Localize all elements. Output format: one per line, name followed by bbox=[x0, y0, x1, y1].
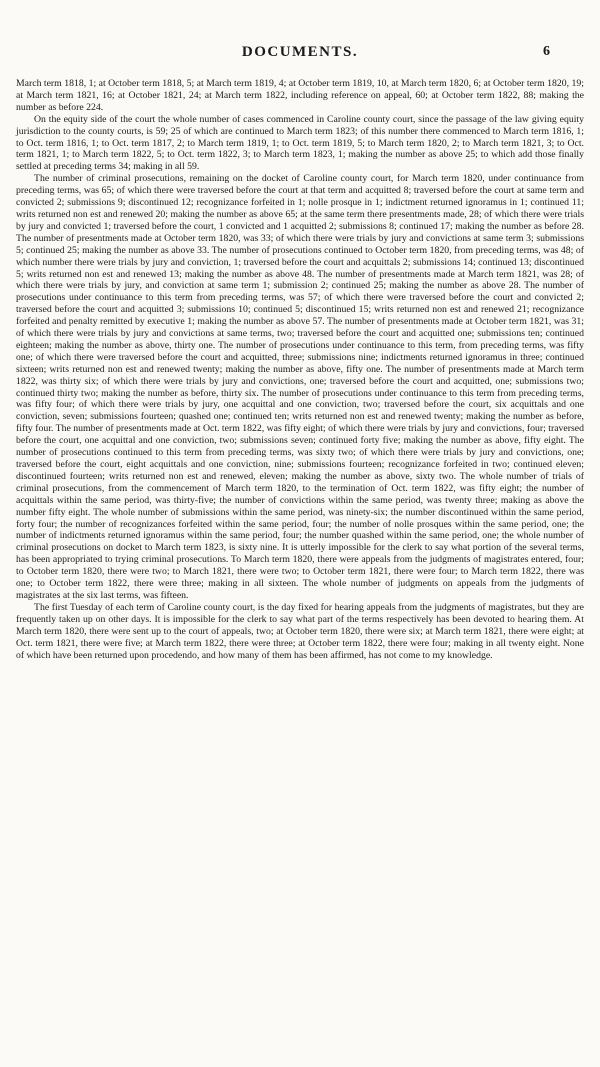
page-header bbox=[0, 44, 600, 64]
paragraph-2: On the equity side of the court the whole number of cases commenced in Caroline county court, since the passage of the law giving equity jurisdiction to the county courts, is 59; 25 of which are continued to March term 1823; of this number there commenced to March term 1816, 1; to Oct. term 1816, 1; to Oct. term 1817, 2; to March term 1819, 1; to Oct. term 1819, 5; to March term 1820, 2; to March term 1821, 3; to Oct. term 1821, 1; to March term 1822, 5; to Oct. term 1822, 3; to March term 1823, 1; making the number as above 25; to which add those finally settled at preceding terms 34; making in all 59. bbox=[16, 113, 584, 173]
paragraph-3: The number of criminal prosecutions, remaining on the docket of Caroline county court, for March term 1820, under continuance from preceding terms, was 65; of which there were traversed before the court at that term and acquitted 8; traversed before the court at same term and convicted 2; submissions 9; discontinued 12; recognizance forfeited in 1; nolle prosque in 1; indictment returned ignoramus in 1; continued 11; writs returned non est and renewed 20; making the number as above 65; at the same term there presentments made, 28; of which there were trials by jury and convicted 1; traversed before the court, 1 convicted and 1 acquitted 2; submissions 8; continued 17; making the number as before 28. The number of presentments made at October term 1820, was 33; of which there were trials by jury and convictions at same term 3; submissions 5; continued 25; making the number as above 33. The number of prosecutions continued to October term 1820, from preceding terms, was 48; of which number there were trials by jury and conviction, 1; traversed before the court and acquittals 2; submissions 14; continued 13; discontinued 5; writs returned non est and renewed 13; making the number as above 48. The number of presentments made at March term 1821, was 28; of which there were trials by jury, and conviction at same term 1; submission 2; continued 25; making the number as above 28. The number of prosecutions under continuance to this term from preceding terms, was 57; of which there were traversed before the court and convicted 2; traversed before the court and acquitted 3; submissions 10; continued 5; discontinued 15; writs returned non est and renewed 21; recognizance forfeited and penalty remitted by executive 1; making the number as above 57. The number of presentments made at October term 1821, was 31; of which there were trials by jury and convictions at same terms, two; traversed before the court and acquitted one; submissions ten; continued eighteen; making the number as above, thirty one. The number of prosecutions under continuance to this term, from preceding terms, was fifty one; of which there were traversed before the court and acquitted, three; submissions nine; indictments returned ignoramus in three; continued sixteen; writs returned non est and renewed twenty; making the number as above, fifty one. The number of presentments made at March term 1822, was thirty six; of which there were trials by jury and convictions, one; traversed before the court and acquitted, one; submissions two; continued thirty two; making the number as before, thirty six. The number of prosecutions under continuance to this term from preceding terms, was fifty four; of which there were trials by jury, one acquittal and one conviction, two; traversed before the court, six acquittals and one conviction, seven; submissions fourteen; quashed one; continued ten; writs returned non est and renewed twenty; making the number as before, fifty four. The number of presentments made at Oct. term 1822, was fifty eight; of which there were trials by jury and convictions, four; traversed before the court, one acquittal and one conviction, two; submissions seven; continued forty five; making the number as above, fifty eight. The number of prosecutions continued to this term from preceding terms, was sixty two; of which there were trials by jury and convictions, one; traversed before the court, eight acquittals and one conviction, nine; submissions fourteen; recognizance forfeited in two; continued eleven; discontinued fourteen; writs returned non est and renewed, eleven; making the number as above, sixty two. The whole number of trials of criminal prosecutions, from the commencement of March term 1820, to the termination of Oct. term 1822, was fifty eight; the number of acquittals within the same period, was thirty-five; the number of convictions within the same period, was twenty three; making as above the number fifty eight. The whole number of submissions within the same period, was ninety-six; the number discontinued within the same period, forty four; the number of recognizances forfeited within the same period, four; the number of nolle prosques within the same period, one; the number of indictments returned ignoramus within the same period, four; the number quashed within the same period, one; the whole number of criminal prosecutions on docket to March term 1823, is sixty nine. It is utterly impossible for the clerk to say what portion of the several terms, has been appropriated to trying criminal prosecutions. To March term 1820, there were appeals from the judgments of magistrates entered, four; to October term 1820, there were two; to March 1821, there were two; to October term 1821, there were four; to March term 1822, there was one; to October term 1822, there were three; making in all sixteen. The whole number of judgments on appeals from the judgments of magistrates at the six last terms, was fifteen. bbox=[16, 173, 584, 601]
paragraph-4: The first Tuesday of each term of Caroline county court, is the day fixed for hearing appeals from the judgments of magistrates, but they are frequently taken up on other days. It is impossible for the clerk to say what part of the terms respectively has been devoted to hearing them. At March term 1820, there were sent up to the court of appeals, two; at October term 1820, there were six; at March term 1821, there were eight; at Oct. term 1821, there were five; at March term 1822, there were three; at October term 1822, there were four; making in all twenty eight. None of which have been returned upon procedendo, and how many of them has been affirmed, has not come to my knowledge. bbox=[16, 601, 584, 661]
paragraph-1: March term 1818, 1; at October term 1818, 5; at March term 1819, 4; at October term 1819, 10, at March term 1820, 6; at October term 1820, 19; at March term 1821, 16; at October 1821, 24; at March term 1822, including reference on appeal, 60; at October term 1822, 88; making the number as before 224. bbox=[16, 78, 584, 113]
page-title: DOCUMENTS. bbox=[241, 44, 359, 60]
page-number: 6 bbox=[543, 44, 550, 59]
document-body bbox=[16, 78, 584, 661]
